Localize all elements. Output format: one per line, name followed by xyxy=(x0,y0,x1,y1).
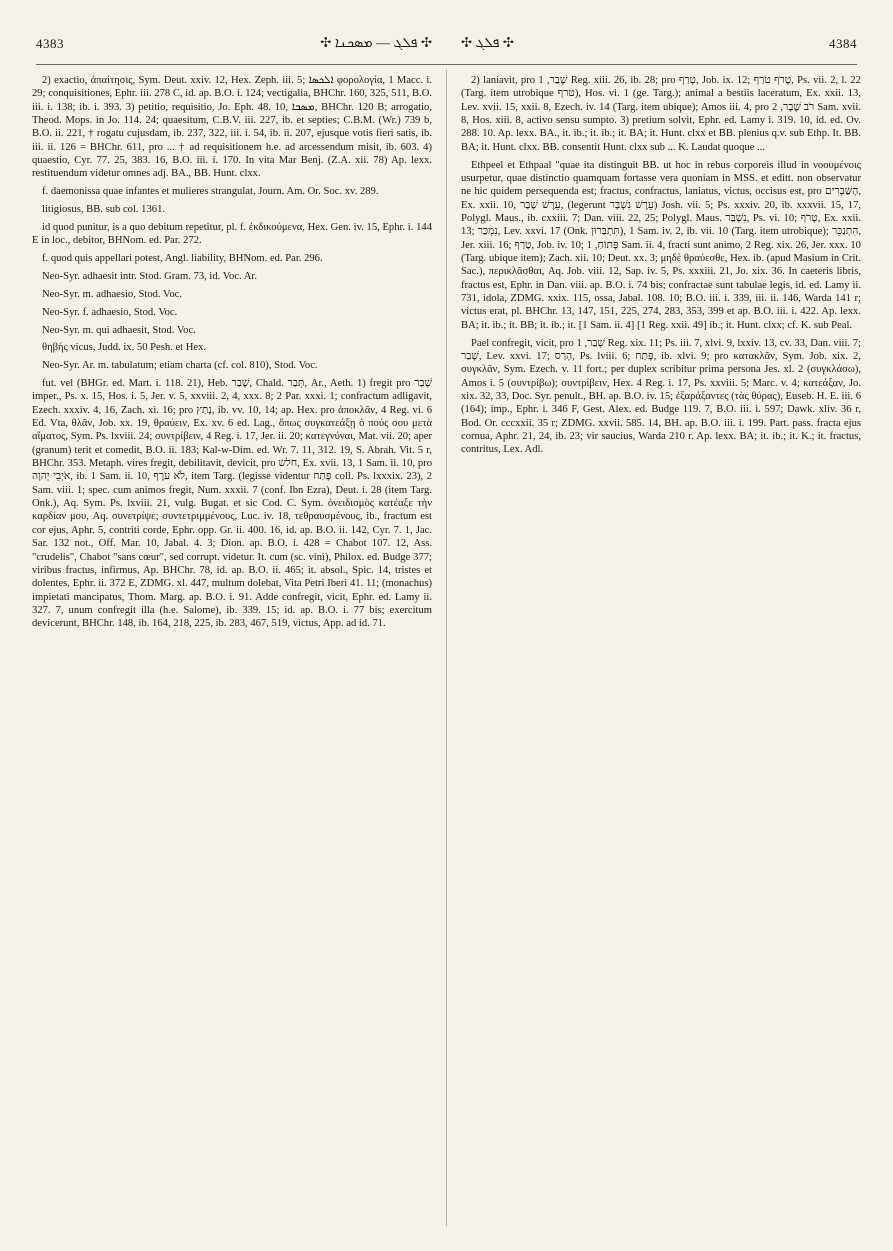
entry-ethpeel: Ethpeel et Ethpaal "quae ita distinguit BB. ut hoc in rebus corporeis illud in νοουμένοις usurpetur, quae distinctio quamquam fortasse vera quoniam in MSS. et editt. non observatur ne hic quidem persequenda est; fractus, confractus, laniatus, victus, occisus est, pro הָשַּׁבְּרִים, Ex. xxii. 10, עֵרֶשׁ שָׁבַר, (legerunt עֵרֶשׁ נִשְׁבָּר) Josh. vii. 5; Ps. xxxiv. 20, ib. xxxvii. 15, 17, Polygl. Maus., ib. cxxiii. 7; Dan. viii. 22, 25; Polygl. Maus. נִשְׁבַּר, Ps. vi. 10; טָרֹף, Ex. xxii. 13; נִמְכַּר, Lev. xxvi. 17 (Onk. תִּתְבַּרוּן), 1 Sam. iv. 2, ib. vii. 10 (Targ. item utrobique); הִתְנַכֵּר, Jer. xiii. 16; טָרַף, Job. iv. 10; פָּתוֹחַ, 1 Sam. ii. 4, fracti sunt animo, 2 Reg. xix. 26, Jer. xxx. 10 (Targ. ubique item); Zach. xii. 10; Deut. xx. 3; μηδὲ θραύεσθε, Hex. ib. (apud Masium in Crit. Sac.), περικλᾶσθαι, Aq. Job. viii. 12, Sap. iv. 5, Ps. xxxiii. 21, Jo. xix. 36. In caeteris libris, fractus est, Ephr. in Dan. viii. ap. B.O. i. 74 bis; confractae sunt tabulae legis, id. ed. Lamy ii. 731, idola, ZDMG. xxix. 115, ossa, Jabal. 108. 10; B.O. iii. i. 339, iii. ii. 146, Warda 141 r; victus erat, pl. BHChr. 13, 147, 151, 225, 274, 283, 353, 399 et ap. B.O. iii. i. 422. Ap. lexx. BA; it. ib.; it. BB; it. ib.; it. [1 Sam. ii. 4] [1 Reg. xxii. 49] ib.; it. Hunt. clxx; cf. K. sub Peal. xyxy=(461,159,861,331)
left-page-number: 4383 xyxy=(36,36,64,51)
entry-adhaesio-m: Neo-Syr. m. adhaesio, Stod. Voc. xyxy=(42,288,182,300)
left-page-header xyxy=(36,36,446,52)
entry-debitor: id quod punitur, is a quo debitum repetitur, pl. f. ἐκδικούμενα, Hex. Gen. iv. 15, Ephr. i. 144 E in loc., debitor, BHNom. ed. Par. 272. xyxy=(32,221,432,247)
entry-tabulatum: Neo-Syr. Ar. m. tabulatum; etiam charta (cf. col. 810), Stod. Voc. xyxy=(42,360,318,372)
column-divider xyxy=(446,70,447,1226)
entry-exactio: 2) exactio, ἀπαίτησις, Sym. Deut. xxiv. 12, Hex. Zeph. iii. 5; ܐܠܟܣܐ φορολογία, 1 Macc. i. 29; conquisitiones, Ephr. iii. 278 C, id. ap. B.O. i. 124; vectigalia, BHChr. 160, 325, 511, B.O. iii. i. 138; ib. i. 393. 3) petitio, requisitio, Jo. Eph. 48. 10, ܡܣܒܐ, BHChr. 120 B; arrogatio, Theod. Mops. in Jo. 114. 24; quaesitum, C.B.V. iii. 227, ib. et septies; C.B.M. (Wr.) 739 b, B.O. ii. 221, † rogatu cujusdam, ib. 237, 322, iii. i. 54, ib. ii. 207, ejusque votis fieri satis, ib. iii. ii. 126 = BHChr. 611, pro ... † ad requisitionem h.e. ad arcessendum misit, ib. 603. 4) quaestio, Cyr. 77. 25, 383. 16, B.O. iii. i. 170. In vita Mar Benj. (Z.A. xii. 78) Ap. lexx. restituendum videtur omnes adj. BA., BB. Hunt. clxx. xyxy=(32,75,432,180)
entry-thebes: θηβής vicus, Judd. ix. 50 Pesh. et Hex. xyxy=(42,342,207,354)
left-running-title: ✣ ܦܠܓ — ܡܣܟܢܐ ✣ xyxy=(320,36,432,51)
entry-adhaesio-f: Neo-Syr. f. adhaesio, Stod. Voc. xyxy=(42,306,178,318)
right-page-number: 4384 xyxy=(829,36,857,51)
right-page-header xyxy=(447,36,857,52)
left-column xyxy=(32,74,432,1226)
right-running-title: ✣ ܦܠܓ ✣ xyxy=(461,36,514,51)
header-rule xyxy=(36,64,857,65)
entry-laniavit: 2) laniavit, pro שָׁבַר, 1 Reg. xiii. 26, ib. 28; pro טָרַף, Job. ix. 12; טָרֹף טֹרַף, Ps. vii. 2, l. 22 (Targ. item utrobique טרף), Hos. vi. 1 (ge. Targ.); animal a bestiis laceratum, Ex. xxii. 13, Lev. xvii. 15, xxii. 8, Ezech. iv. 14 (Targ. item ubique); Amos iii. 4, pro רֹב שֶׁבֶר, 2 Sam. xvii. 8, Hos. xiii. 8, activo sensu sumpto. 3) pretium solvit, Ephr. ed. Lamy i. 319. 10, id. ed. Ov. 288. 10. Ap. lexx. BA., it. ib.; it. ib.; it. BA; it. Hunt. clxx et BB. plenius q.v. sub Ethp. It. BB. BA; it. Hunt. clxx. BB. consentit Hunt. clxx sub ... K. Laudat quoque ... xyxy=(461,75,861,153)
entry-daemonissa: f. daemonissa quae infantes et mulieres strangulat, Journ. Am. Or. Soc. xv. 289. xyxy=(42,186,379,198)
right-column xyxy=(461,74,861,1226)
entry-adhaesit: Neo-Syr. adhaesit intr. Stod. Gram. 73, id. Voc. Ar. xyxy=(42,270,258,282)
entry-qui-adhaesit: Neo-Syr. m. qui adhaesit, Stod. Voc. xyxy=(42,324,196,336)
entry-litigiosus: litigiosus, BB. sub col. 1361. xyxy=(42,204,166,216)
entry-fregit: fut. vel (BHGr. ed. Mart. i. 118. 21), Heb. שָׁבַר, Chald. תְּבַר, Ar., Aeth. 1) fregit pro שָׁבַר imper., Ps. x. 15, Hos. i. 5, Jer. v. 5, xxviii. 2, 4, xxx. 8; 2 Par. xxxi. 1; confractum adligavit, Ezech. xxxiv. 4, 16, Zach. xi. 16; pro נָתַץ, ib. vv. 10, 14; ap. Hex. pro ἀποκλᾶν, 4 Reg. vi. 6 Ed. Vta, θλᾶν, Job. xx. 19, θραύειν, Ex. xv. 6 ed. Lag., ὅπως συγκατεάξῃ ὁ πούς σου μετὰ αἵματος, Sym. Ps. lxviii. 24; συντρίβειν, 4 Reg. i. 17, Jer. ii. 20; κατεγνύναι, Mat. vii. 20; aper (granum) terit et comedit, B.O. ii. 183; Kal-w-Dim. ed. Wr. 7. 11, 312. 19, S. Abrah. Vit. 5 r, BHChr. 353. Metaph. vires fregit, debilitavit, devicit, pro חלש, Ex. xvii. 13, 1 Sam. ii. 10, pro אֹיְבֵי יְהוָה, ib. 1 Sam. ii. 10, לֹא עֹרֶף, item Targ. (legisse videntur פָּתַח coll. Ps. lxxxix. 23), 2 Sam. viii. 1; spec. cum animos fregit, Num. xxxii. 7 (conf. Ibn Ezra), Deut. i. 28 (item Targ. Onk.), Aq. Sym. Ps. lxviii. 21, vulg. Bugat. et sic Cod. C. Sym. ὀνειδισμὸς κατέαξε τὴν καρδίαν μου, Aq. συνετρίψε; συντετριμμένους, Luc. iv. 18, τεθραυσμένους, ib., fractum est cor ejus, Aphr. 5, contriti corde, Ephr. opp. Gr. ii. 400. 16, id. ap. B.O. ii. 142, Cyr. 7. 1, Jac. Sar. 132 not., Off. Mar. 10, Jabal. 4. 3; Dion. ap. B.O. i. 428 = Chabot 107. 12, Ass. "crudelis", Chabot "sans cœur", sed corrupt. videtur. It. cum (sc. vini), Philox. ed. Budge 377; viribus fractus, infirmus, Ap. BHChr. 78, id. ap. B.O. ii. 465; it. absol., Spic. 14, tristes et dolentes, Ephr. ii. 372 E, ZDMG. xl. 447, multum dolebat, Vita Petri Iberi 41. 11; (monachus) impietati mancipatus, Thom. Marg. ap. B.O. i. 91. Adde confregit, vicit, Ephr. ed. Lamy ii. 327. 7, unum confregit illa (h.e. Salome), ib. 339. 15; id. ap. B.O. i. 77 bis; exercitum devicerunt, BHChr. 148, ib. 164, 218, 225, ib. 283, 467, 519, victus, App. ad id. 71. xyxy=(32,378,432,630)
entry-liability: f. quod quis appellari potest, Angl. liability, BHNom. ed. Par. 296. xyxy=(42,253,323,265)
entry-pael: Pael confregit, vicit, pro שָׁבַר, 1 Reg. xix. 11; Ps. iii. 7, xlvi. 9, lxxiv. 13, cv. 33, Dan. viii. 7; שָׁבַר, Lev. xxvi. 17; הָרַס, Ps. lviii. 6; פָּתַח, ib. xlvi. 9; pro κατακλᾶν, Sym. Job. xix. 2, συγκλᾶν, Sym. Ezech. v. 11 fort.; per duplex scribitur prima persona Jes. xl. 2 (συγκλάσω), Amos i. 5 (συντρίβω); συντρίβειν, Hex. 4 Reg. i. 17, Ps. xxviii. 5; Marc. v. 4; κατεάξαν, Jo. xix. 32, 33, Doc. Syr. penult., BH. ap. B.O. iv. 15; ἐξαράξαντες (τὰς θύρας), Euseb. H. E. iii. 6 (164); imp., Ephr. i. 346 F, Gest. Alex. ed. Budge 119. 7, B.O. iii. i. 597; Dawk. xliv. 36 r, Bod. Or. cccxxii. 35 r; ZDMG. xxvii. 585. 14, BH. ap. B.O. iii. i. 199. Part. pass. fracta ejus cornua, Aphr. 21, 24, ib. 23; vir saucius, Warda 210 r. Ap. lexx. BA; it. ib.; it. K.; it. fractus, contritus, Lex. Adl. xyxy=(461,337,861,456)
page-header xyxy=(36,30,857,58)
